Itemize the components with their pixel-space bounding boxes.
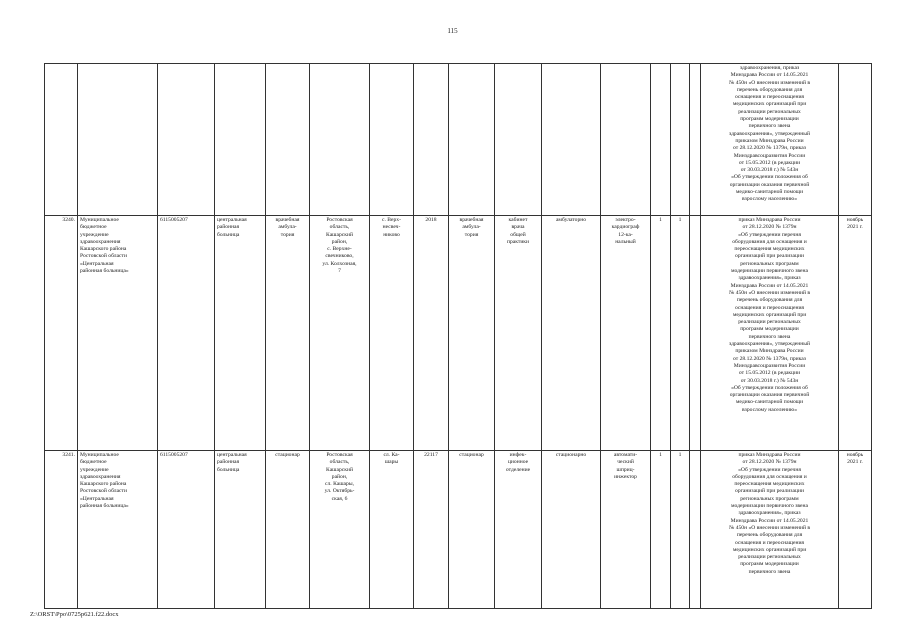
cell-quantity: 1 — [651, 216, 671, 451]
cell-empty — [266, 64, 310, 216]
cell-empty — [601, 64, 651, 216]
equipment-table — [44, 63, 872, 609]
cell-term: ноябрь 2021 г. — [839, 451, 872, 609]
cell-basis: здравоохранения, приказ Минздрава России от 14.05.2021 № 450н «О внесении изменений в перечень оборудования для оснащения и переоснащения медицинских организаций при реализации региональных программ модернизации первичного звена здравоохранения», утвержденный приказом Минздрава России от 28.12.2020 № 1379н, приказ Минздравсоцразвития России от 15.05.2012 (в редакции от 30.03.2018 г.) № 543н «Об утверждении положения об организации оказания первичной медико-санитарной помощи взрослому населению» — [701, 64, 839, 216]
cell-empty — [690, 216, 701, 451]
cell-basis: приказ Минздрава России от 28.12.2020 № 1379н «Об утверждении перечня оборудования для оснащения и переоснащения медицинских организаций при реализации региональных программ модернизации первичного звена здравоохранения», приказ Минздрава России от 14.05.2021 № 450н «О внесении изменений в перечень оборудования для оснащения и переоснащения медицинских организаций при реализации региональных программ модернизации первичного звена — [701, 451, 839, 609]
cell-term: ноябрь 2021 г. — [839, 216, 872, 451]
cell-care-form: стационарно — [542, 451, 601, 609]
cell-year: 22117 — [414, 451, 449, 609]
cell-settlement: с. Верх- несвеч- никово — [370, 216, 414, 451]
cell-department: стационар — [449, 451, 495, 609]
cell-empty — [414, 64, 449, 216]
cell-department: врачебная амбула- тория — [449, 216, 495, 451]
cell-year: 2018 — [414, 216, 449, 451]
cell-empty — [690, 64, 701, 216]
cell-inn: 6115005207 — [158, 216, 215, 451]
page-number: 115 — [447, 27, 458, 35]
cell-empty — [310, 64, 370, 216]
cell-empty — [839, 64, 872, 216]
cell-quantity: 1 — [671, 216, 690, 451]
cell-room: инфек- ционное отделение — [495, 451, 542, 609]
cell-empty — [158, 64, 215, 216]
cell-address: Ростовская область, Кашарский район, сл. Кашары, ул. Октябрь- ская, 6 — [310, 451, 370, 609]
cell-empty — [370, 64, 414, 216]
cell-room: кабинет врача общей практики — [495, 216, 542, 451]
table-row — [45, 451, 872, 609]
cell-equipment: электро- кардиограф 12-ка- нальный — [601, 216, 651, 451]
footer-file-path: Z:\ORST\Ppo\0725p621.f22.docx — [30, 611, 119, 618]
table-row-continuation — [45, 64, 872, 216]
cell-empty — [690, 451, 701, 609]
cell-empty — [651, 64, 671, 216]
cell-quantity: 1 — [671, 451, 690, 609]
table-row — [45, 216, 872, 451]
cell-empty — [495, 64, 542, 216]
cell-care-form: амбулаторно — [542, 216, 601, 451]
cell-empty — [449, 64, 495, 216]
cell-settlement: сл. Ка- шары — [370, 451, 414, 609]
cell-organization: Муниципальное бюджетное учреждение здравоохранения Кашарского района Ростовской области «Центральная районная больница» — [78, 451, 158, 609]
cell-empty — [215, 64, 266, 216]
cell-subdivision: врачебная амбула- тория — [266, 216, 310, 451]
cell-inn: 6115005207 — [158, 451, 215, 609]
cell-empty — [542, 64, 601, 216]
cell-basis: приказ Минздрава России от 28.12.2020 № 1379н «Об утверждении перечня оборудования для оснащения и переоснащения медицинских организаций при реализации региональных программ модернизации первичного звена здравоохранения», приказ Минздрава России от 14.05.2021 № 450н «О внесении изменений в перечень оборудования для оснащения и переоснащения медицинских организаций при реализации региональных программ модернизации первичного звена здравоохранения», утвержденный приказом Минздрава России от 28.12.2020 № 1379н, приказ Минздравсоцразвития России от 15.05.2012 (в редакции от 30.03.2018 г.) № 543н «Об утверждении положения об организации оказания первичной медико-санитарной помощи взрослому населению» — [701, 216, 839, 451]
cell-address: Ростовская область, Кашарский район, с. Верхне- свечниково, ул. Колхозная, 7 — [310, 216, 370, 451]
cell-quantity: 1 — [651, 451, 671, 609]
cell-empty — [78, 64, 158, 216]
cell-hospital-type: центральная районная больница — [215, 216, 266, 451]
cell-number: 3241. — [45, 451, 78, 609]
cell-organization: Муниципальное бюджетное учреждение здравоохранения Кашарского района Ростовской области «Центральная районная больница» — [78, 216, 158, 451]
cell-subdivision: стационар — [266, 451, 310, 609]
cell-hospital-type: центральная районная больница — [215, 451, 266, 609]
cell-empty — [45, 64, 78, 216]
cell-number: 3240. — [45, 216, 78, 451]
cell-equipment: автомати- ческий шприц- инжектор — [601, 451, 651, 609]
cell-empty — [671, 64, 690, 216]
